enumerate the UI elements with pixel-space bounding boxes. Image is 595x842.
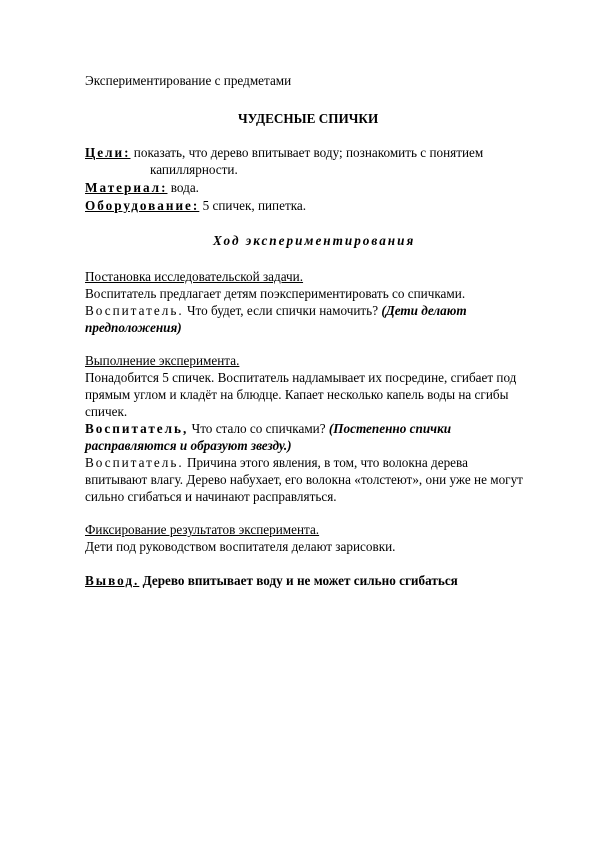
course-title: Ход экспериментирования [213, 233, 416, 248]
result-note-continued: расправляются и образуют звезду.) [85, 438, 292, 453]
equipment-text: 5 спичек, пипетка. [202, 198, 307, 213]
section3-text: Дети под руководством воспитателя делают зарисовки. [85, 539, 396, 554]
conclusion-label: Вывод. [85, 573, 140, 588]
conclusion-text: Дерево впитывает воду и не может сильно сгибаться [142, 573, 458, 588]
conclusion-row [85, 572, 458, 589]
section2-text-line: спичек. [85, 404, 128, 419]
section1-dialog [85, 302, 467, 319]
goals-text-continued: капиллярности. [150, 162, 238, 177]
goals-text: показать, что дерево впитывает воду; познакомить с понятием [133, 145, 484, 160]
material-text: вода. [170, 180, 199, 195]
material-label: Материал: [85, 180, 168, 195]
children-note-continued: предположения) [85, 320, 182, 335]
teacher-label: Воспитатель, [85, 421, 189, 436]
section2-text-line: прямым углом и кладёт на блюдце. Капает несколько капель воды на сгибы [85, 387, 509, 402]
teacher-label: Воспитатель. [85, 303, 184, 318]
section2-text-line: Понадобится 5 спичек. Воспитатель надламывает их посредине, сгибает под [85, 370, 517, 385]
equipment-label: Оборудование: [85, 198, 200, 213]
explanation-text: Причина этого явления, в том, что волокна дерева [186, 455, 468, 470]
page-header: Экспериментирование с предметами [85, 73, 292, 88]
page-title: ЧУДЕСНЫЕ СПИЧКИ [238, 111, 379, 126]
section3-heading: Фиксирование результатов эксперимента. [85, 522, 320, 537]
goals-row [85, 144, 483, 161]
section2-heading: Выполнение эксперимента. [85, 353, 240, 368]
explanation-text-line: сильно сгибаться и начинают расправляться. [85, 489, 337, 504]
explanation-text-line: впитывают влагу. Дерево набухает, его волокна «толстеют», они уже не могут [85, 472, 523, 487]
children-note: (Дети делают [381, 303, 467, 318]
section2-dialog [85, 420, 451, 437]
goals-label: Цели: [85, 145, 131, 160]
section2-explanation [85, 454, 468, 471]
teacher-label: Воспитатель. [85, 455, 184, 470]
material-row [85, 179, 199, 196]
teacher-question: Что стало со спичками? [191, 421, 326, 436]
section1-text: Воспитатель предлагает детям поэкспериментировать со спичками. [85, 286, 466, 301]
teacher-question: Что будет, если спички намочить? [186, 303, 379, 318]
result-note: (Постепенно спички [328, 421, 452, 436]
equipment-row [85, 197, 306, 214]
section1-heading: Постановка исследовательской задачи. [85, 269, 304, 284]
